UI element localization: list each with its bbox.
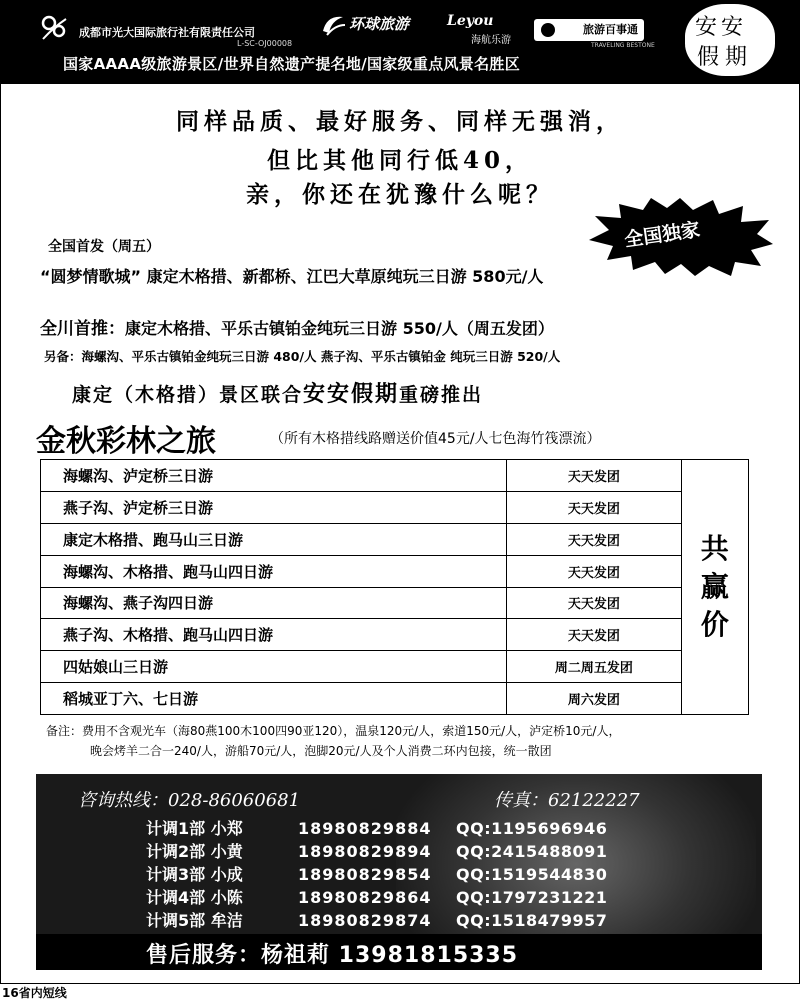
list-item [146,908,607,931]
brand-leyou-sub: 海航乐游 [471,35,511,46]
dept-qq: QQ:1797231221 [456,888,608,907]
fee-note [46,721,766,761]
promo-line-2: 但比其他同行低40， [266,147,533,174]
page-footer: 16省内短线 [2,986,67,1000]
route-name: 海螺沟、木格措、跑马山四日游 [41,555,507,587]
joint-part-1: 康定（木格措）景区联合 [72,384,304,406]
dept-phone: 18980829884 [298,819,432,838]
dept-name: 计调4部 小陈 [146,888,243,907]
dept-phone: 18980829864 [298,888,432,907]
exclusive-tag: 全川首推： [40,319,125,339]
route-schedule: 天天发团 [507,619,681,651]
dept-qq: QQ:1519544830 [456,865,608,884]
route-name: 康定木格措、跑马山三日游 [41,523,507,555]
dream-tour-offer: “圆梦情歌城” 康定木格措、新都桥、江巴大草原纯玩三日游 580元/人 [40,267,544,286]
fax: 传真：62122227 [494,790,640,811]
dept-name: 计调1部 小郑 [146,819,243,838]
dept-qq: QQ:1195696946 [456,819,608,838]
note-line-1: 备注：费用不含观光车（海80燕100木100四90亚120），温泉120元/人，索道150元/人，泸定桥10元/人， [46,724,621,738]
bestone-logo-icon [541,23,555,37]
route-name: 四姑娘山三日游 [41,651,507,683]
brand-bestone-sub: TRAVELING BESTONE [591,42,655,49]
route-name: 海螺沟、燕子沟四日游 [41,587,507,619]
table-row [41,523,749,555]
company-name: 成都市光大国际旅行社有限责任公司 [79,26,255,39]
license-number: L-SC-OJ00008 [237,39,293,48]
contact-panel [36,774,762,970]
swirl-logo-icon [319,11,347,39]
badge-line-1: 安安 [695,15,748,40]
table-row [41,460,749,492]
list-item [146,816,607,839]
route-table [40,459,749,715]
hotline: 咨询热线：028-86060681 [78,790,301,811]
win-win-price: 共 赢 价 [681,460,748,715]
route-schedule: 天天发团 [507,460,681,492]
list-item [146,885,607,908]
route-schedule: 周六发团 [507,683,681,715]
route-schedule: 天天发团 [507,555,681,587]
badge-line-2: 假期 [697,45,754,70]
brand-global-travel: 环球旅游 [349,15,410,33]
route-name: 稻城亚丁六、七日游 [41,683,507,715]
dept-qq: QQ:2415488091 [456,842,608,861]
joint-part-2: 重磅推出 [399,384,484,406]
brand-bestone: 旅游百事通 [534,19,644,41]
golden-autumn-title: 金秋彩林之旅 [36,424,216,459]
note-line-2: 晚会烤羊二合一240/人，游船70元/人，泡脚20元/人及个人消费二环内包接，统一散团 [90,744,552,758]
table-row [41,491,749,523]
route-schedule: 天天发团 [507,587,681,619]
list-item [146,839,607,862]
table-row [41,619,749,651]
sichuan-exclusive-offer [40,314,554,339]
company-logo-icon [39,13,69,43]
promo-line-3: 亲，你还在犹豫什么呢？ [246,181,554,208]
route-name: 海螺沟、泸定桥三日游 [41,460,507,492]
table-row [41,587,749,619]
joint-launch [72,377,483,408]
route-name: 燕子沟、泸定桥三日游 [41,491,507,523]
first-release: 全国首发（周五） [48,239,160,255]
table-row [41,651,749,683]
scenic-slogan: 国家AAAA级旅游景区/世界自然遗产提名地/国家级重点风景名胜区 [63,55,520,73]
dept-name: 计调3部 小成 [146,865,243,884]
header-banner [1,1,799,84]
alternative-offers: 另备：海螺沟、平乐古镇铂金纯玩三日游 480/人 燕子沟、平乐古镇铂金 纯玩三日游 520/人 [44,349,561,364]
route-schedule: 周二周五发团 [507,651,681,683]
list-item [146,862,607,885]
route-name: 燕子沟、木格措、跑马山四日游 [41,619,507,651]
after-sales: 售后服务：杨祖莉 13981815335 [146,943,519,968]
dept-name: 计调2部 小黄 [146,842,243,861]
dept-phone: 18980829854 [298,865,432,884]
dept-qq: QQ:1518479957 [456,911,608,930]
dept-name: 计调5部 牟洁 [146,911,243,930]
table-row [41,555,749,587]
after-sales-bar [36,934,762,970]
exclusive-text: 康定木格措、平乐古镇铂金纯玩三日游 550/人（周五发团） [125,319,554,338]
route-schedule: 天天发团 [507,523,681,555]
dept-phone: 18980829874 [298,911,432,930]
exclusive-label: 全国独家 [623,218,702,252]
table-row [41,683,749,715]
rafting-gift: （所有木格措线路赠送价值45元/人七色海竹筏漂流） [270,431,601,447]
dept-phone: 18980829894 [298,842,432,861]
anan-holiday-badge [685,4,775,76]
promo-line-1: 同样品质、最好服务、同样无强消， [176,108,624,135]
joint-brand: 安安假期 [303,382,400,407]
route-schedule: 天天发团 [507,491,681,523]
brand-leyou: Leyou [447,13,494,29]
